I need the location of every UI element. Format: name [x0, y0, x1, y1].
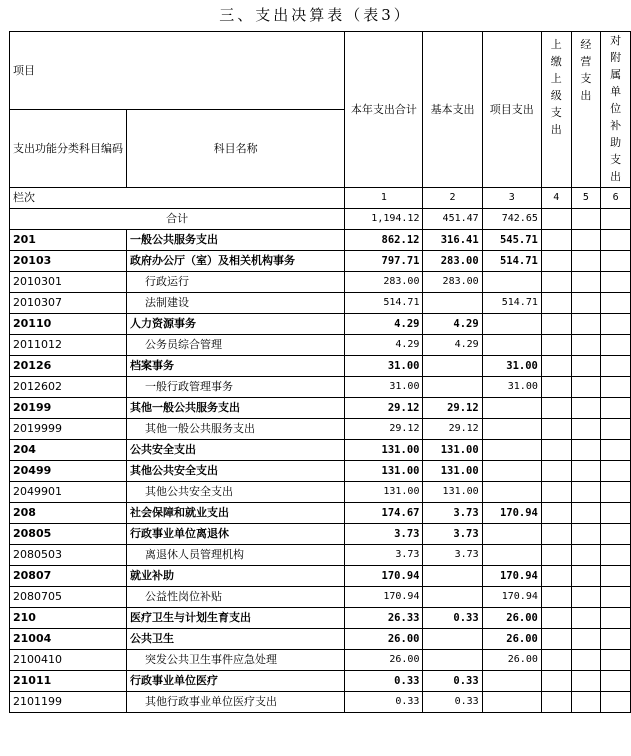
cell-total: 514.71	[345, 293, 423, 314]
table-row	[10, 335, 631, 356]
operation-header	[571, 32, 601, 188]
cell-code: 2011012	[10, 335, 127, 356]
cell-project	[482, 545, 541, 566]
upper-header-text: 上缴上级支出	[550, 38, 562, 136]
cell-code: 21011	[10, 671, 127, 692]
cell-subsidy	[601, 356, 631, 377]
cell-subsidy	[601, 314, 631, 335]
cell-total: 174.67	[345, 503, 423, 524]
cell-upper	[541, 650, 571, 671]
table-row	[10, 629, 631, 650]
cell-total: 26.00	[345, 629, 423, 650]
cell-subsidy	[601, 377, 631, 398]
total-upper	[541, 209, 571, 230]
cell-total: 797.71	[345, 251, 423, 272]
cell-name: 行政事业单位离退休	[127, 524, 345, 545]
expenditure-table	[9, 31, 631, 713]
cell-operation	[571, 524, 601, 545]
table-row	[10, 419, 631, 440]
cell-total: 131.00	[345, 482, 423, 503]
cell-project: 31.00	[482, 356, 541, 377]
cell-code: 2080503	[10, 545, 127, 566]
cell-subsidy	[601, 524, 631, 545]
cell-code: 2100410	[10, 650, 127, 671]
table-row	[10, 398, 631, 419]
table-row	[10, 461, 631, 482]
cell-total: 0.33	[345, 692, 423, 713]
cell-project: 514.71	[482, 293, 541, 314]
page-title: 三、支出决算表（表3）	[219, 6, 412, 24]
cell-operation	[571, 251, 601, 272]
col-num-4: 4	[541, 188, 571, 209]
cell-name: 公务员综合管理	[127, 335, 345, 356]
cell-operation	[571, 314, 601, 335]
cell-operation	[571, 503, 601, 524]
cell-upper	[541, 335, 571, 356]
table-row	[10, 503, 631, 524]
cell-subsidy	[601, 692, 631, 713]
cell-upper	[541, 671, 571, 692]
cell-subsidy	[601, 608, 631, 629]
cell-project	[482, 335, 541, 356]
cell-project	[482, 398, 541, 419]
cell-basic: 0.33	[423, 692, 482, 713]
cell-subsidy	[601, 629, 631, 650]
cell-operation	[571, 440, 601, 461]
cell-subsidy	[601, 440, 631, 461]
cell-operation	[571, 230, 601, 251]
table-row	[10, 272, 631, 293]
cell-basic	[423, 629, 482, 650]
cell-upper	[541, 293, 571, 314]
cell-basic: 3.73	[423, 524, 482, 545]
table-row	[10, 566, 631, 587]
cell-name: 法制建设	[127, 293, 345, 314]
cell-name: 人力资源事务	[127, 314, 345, 335]
cell-subsidy	[601, 251, 631, 272]
cell-subsidy	[601, 293, 631, 314]
cell-code: 201	[10, 230, 127, 251]
table-row	[10, 230, 631, 251]
cell-upper	[541, 440, 571, 461]
cell-name: 行政运行	[127, 272, 345, 293]
cell-upper	[541, 692, 571, 713]
cell-basic	[423, 293, 482, 314]
cell-upper	[541, 524, 571, 545]
name-header: 科目名称	[127, 110, 345, 188]
cell-subsidy	[601, 566, 631, 587]
table-row	[10, 650, 631, 671]
cell-basic: 29.12	[423, 398, 482, 419]
cell-upper	[541, 629, 571, 650]
cell-operation	[571, 482, 601, 503]
col-num-6: 6	[601, 188, 631, 209]
cell-name: 政府办公厅（室）及相关机构事务	[127, 251, 345, 272]
operation-header-text: 经营支出	[580, 38, 592, 102]
cell-upper	[541, 566, 571, 587]
table-row	[10, 608, 631, 629]
cell-name: 其他一般公共服务支出	[127, 398, 345, 419]
cell-name: 医疗卫生与计划生育支出	[127, 608, 345, 629]
cell-code: 21004	[10, 629, 127, 650]
cell-subsidy	[601, 461, 631, 482]
cell-code: 20805	[10, 524, 127, 545]
cell-subsidy	[601, 587, 631, 608]
cell-upper	[541, 272, 571, 293]
cell-name: 公益性岗位补贴	[127, 587, 345, 608]
table-row	[10, 482, 631, 503]
cell-project: 514.71	[482, 251, 541, 272]
cell-upper	[541, 587, 571, 608]
cell-project	[482, 314, 541, 335]
cell-project: 31.00	[482, 377, 541, 398]
cell-code: 208	[10, 503, 127, 524]
cell-subsidy	[601, 482, 631, 503]
cell-project	[482, 671, 541, 692]
cell-basic: 131.00	[423, 461, 482, 482]
cell-basic	[423, 650, 482, 671]
cell-name: 突发公共卫生事件应急处理	[127, 650, 345, 671]
cell-subsidy	[601, 419, 631, 440]
cell-name: 档案事务	[127, 356, 345, 377]
cell-subsidy	[601, 398, 631, 419]
cell-total: 3.73	[345, 524, 423, 545]
basic-header: 基本支出	[423, 32, 482, 188]
cell-upper	[541, 377, 571, 398]
total-header: 本年支出合计	[345, 32, 423, 188]
cell-basic	[423, 566, 482, 587]
cell-code: 20103	[10, 251, 127, 272]
subsidy-header	[601, 32, 631, 188]
table-row	[10, 293, 631, 314]
cell-upper	[541, 356, 571, 377]
cell-name: 行政事业单位医疗	[127, 671, 345, 692]
upper-header	[541, 32, 571, 188]
cell-total: 862.12	[345, 230, 423, 251]
total-operation	[571, 209, 601, 230]
code-header: 支出功能分类科目编码	[10, 110, 127, 188]
cell-operation	[571, 566, 601, 587]
cell-total: 4.29	[345, 314, 423, 335]
cell-total: 283.00	[345, 272, 423, 293]
cell-operation	[571, 650, 601, 671]
cell-code: 20499	[10, 461, 127, 482]
cell-total: 26.00	[345, 650, 423, 671]
cell-total: 29.12	[345, 398, 423, 419]
cell-basic: 0.33	[423, 671, 482, 692]
cell-total: 31.00	[345, 356, 423, 377]
cell-project: 26.00	[482, 608, 541, 629]
cell-code: 2010307	[10, 293, 127, 314]
cell-operation	[571, 356, 601, 377]
cell-upper	[541, 482, 571, 503]
cell-basic: 4.29	[423, 314, 482, 335]
table-row	[10, 524, 631, 545]
cell-code: 2101199	[10, 692, 127, 713]
cell-operation	[571, 692, 601, 713]
cell-code: 20110	[10, 314, 127, 335]
cell-basic: 0.33	[423, 608, 482, 629]
cell-subsidy	[601, 503, 631, 524]
cell-code: 20807	[10, 566, 127, 587]
cell-name: 其他公共安全支出	[127, 482, 345, 503]
cell-code: 204	[10, 440, 127, 461]
cell-basic: 131.00	[423, 440, 482, 461]
cell-operation	[571, 272, 601, 293]
cell-project: 170.94	[482, 566, 541, 587]
cell-operation	[571, 461, 601, 482]
cell-name: 公共安全支出	[127, 440, 345, 461]
cell-operation	[571, 293, 601, 314]
total-basic: 451.47	[423, 209, 482, 230]
cell-code: 210	[10, 608, 127, 629]
cell-basic	[423, 587, 482, 608]
cell-basic	[423, 377, 482, 398]
table-row	[10, 692, 631, 713]
total-total: 1,194.12	[345, 209, 423, 230]
cell-basic: 316.41	[423, 230, 482, 251]
cell-code: 20199	[10, 398, 127, 419]
cell-name: 公共卫生	[127, 629, 345, 650]
col-num-5: 5	[571, 188, 601, 209]
cell-name: 其他行政事业单位医疗支出	[127, 692, 345, 713]
cell-project	[482, 272, 541, 293]
cell-total: 131.00	[345, 440, 423, 461]
cell-name: 一般公共服务支出	[127, 230, 345, 251]
cell-basic	[423, 356, 482, 377]
cell-code: 2010301	[10, 272, 127, 293]
cell-project: 170.94	[482, 587, 541, 608]
cell-basic: 29.12	[423, 419, 482, 440]
cell-operation	[571, 608, 601, 629]
cell-subsidy	[601, 545, 631, 566]
cell-project	[482, 419, 541, 440]
total-row	[10, 209, 631, 230]
cell-project: 26.00	[482, 629, 541, 650]
cell-name: 一般行政管理事务	[127, 377, 345, 398]
cell-subsidy	[601, 230, 631, 251]
cell-operation	[571, 377, 601, 398]
cell-total: 170.94	[345, 587, 423, 608]
cell-operation	[571, 335, 601, 356]
cell-subsidy	[601, 272, 631, 293]
total-subsidy	[601, 209, 631, 230]
cell-operation	[571, 545, 601, 566]
cell-code: 2019999	[10, 419, 127, 440]
total-label: 合计	[10, 209, 345, 230]
table-row	[10, 545, 631, 566]
col-num-1: 1	[345, 188, 423, 209]
cell-basic: 3.73	[423, 503, 482, 524]
table-row	[10, 440, 631, 461]
table-row	[10, 377, 631, 398]
cell-operation	[571, 587, 601, 608]
cell-code: 2012602	[10, 377, 127, 398]
cell-basic: 3.73	[423, 545, 482, 566]
cell-upper	[541, 461, 571, 482]
cell-upper	[541, 545, 571, 566]
table-row	[10, 587, 631, 608]
cell-total: 26.33	[345, 608, 423, 629]
cell-operation	[571, 671, 601, 692]
cell-name: 社会保障和就业支出	[127, 503, 345, 524]
table-row	[10, 671, 631, 692]
table-row	[10, 314, 631, 335]
cell-subsidy	[601, 335, 631, 356]
cell-upper	[541, 314, 571, 335]
item-header: 项目	[10, 32, 345, 110]
cell-total: 170.94	[345, 566, 423, 587]
col-num-3: 3	[482, 188, 541, 209]
cell-total: 3.73	[345, 545, 423, 566]
cell-project	[482, 482, 541, 503]
cell-basic: 4.29	[423, 335, 482, 356]
cell-code: 20126	[10, 356, 127, 377]
cell-basic: 131.00	[423, 482, 482, 503]
subsidy-header-text: 对附属单位补助支出	[610, 34, 622, 183]
cell-project: 26.00	[482, 650, 541, 671]
cell-total: 131.00	[345, 461, 423, 482]
cell-upper	[541, 503, 571, 524]
col-num-2: 2	[423, 188, 482, 209]
cell-upper	[541, 419, 571, 440]
cell-total: 0.33	[345, 671, 423, 692]
project-header: 项目支出	[482, 32, 541, 188]
cell-name: 其他一般公共服务支出	[127, 419, 345, 440]
cell-upper	[541, 608, 571, 629]
cell-basic: 283.00	[423, 272, 482, 293]
table-row	[10, 356, 631, 377]
cell-name: 其他公共安全支出	[127, 461, 345, 482]
cell-code: 2049901	[10, 482, 127, 503]
cell-project	[482, 692, 541, 713]
cell-operation	[571, 419, 601, 440]
cell-project	[482, 440, 541, 461]
cell-operation	[571, 629, 601, 650]
cell-basic: 283.00	[423, 251, 482, 272]
cell-project	[482, 461, 541, 482]
cell-total: 31.00	[345, 377, 423, 398]
cell-subsidy	[601, 650, 631, 671]
cell-total: 4.29	[345, 335, 423, 356]
cell-subsidy	[601, 671, 631, 692]
cell-total: 29.12	[345, 419, 423, 440]
cell-operation	[571, 398, 601, 419]
lanci-label: 栏次	[10, 188, 345, 209]
cell-upper	[541, 398, 571, 419]
cell-name: 离退休人员管理机构	[127, 545, 345, 566]
cell-project: 170.94	[482, 503, 541, 524]
cell-code: 2080705	[10, 587, 127, 608]
cell-project: 545.71	[482, 230, 541, 251]
cell-upper	[541, 230, 571, 251]
cell-name: 就业补助	[127, 566, 345, 587]
cell-project	[482, 524, 541, 545]
total-project: 742.65	[482, 209, 541, 230]
cell-upper	[541, 251, 571, 272]
table-row	[10, 251, 631, 272]
